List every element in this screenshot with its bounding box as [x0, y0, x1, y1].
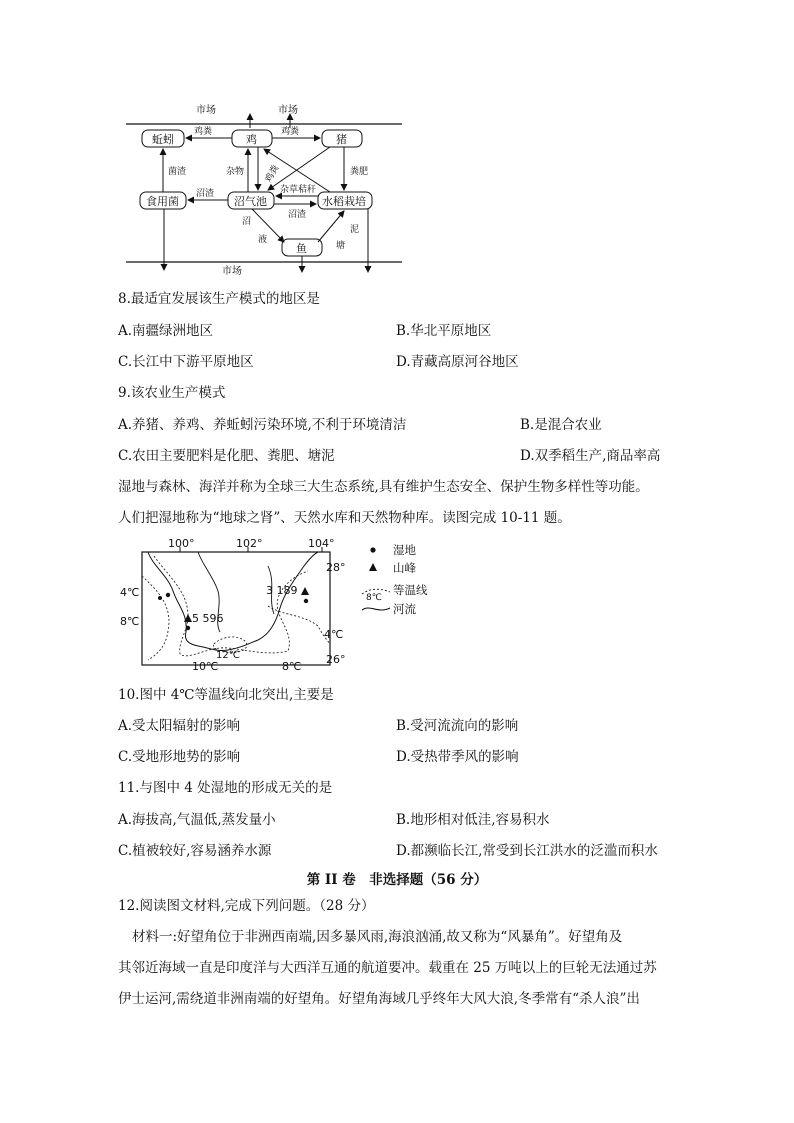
- svg-text:鸡: 鸡: [246, 133, 257, 146]
- isotherm-10: 10℃: [192, 660, 219, 673]
- market-label-bottom: 市场: [222, 266, 242, 276]
- node-chicken: [232, 130, 272, 147]
- peak-2-elevation: 3 189: [266, 584, 298, 597]
- svg-text:杂草秸秆: 杂草秸秆: [280, 185, 317, 195]
- node-rice: [318, 192, 372, 209]
- svg-text:沼气池: 沼气池: [234, 195, 267, 208]
- lat-26-label: 26°: [326, 653, 346, 666]
- svg-text:液: 液: [258, 235, 268, 245]
- svg-text:鸡粪: 鸡粪: [281, 127, 300, 137]
- node-pig: [322, 130, 362, 147]
- svg-text:鸡粪: 鸡粪: [263, 163, 282, 185]
- isotherm-8-left: 8℃: [120, 615, 140, 628]
- svg-text:沼: 沼: [242, 217, 252, 227]
- isotherm-4-right: 4℃: [324, 628, 344, 641]
- q12-stem: 12.阅读图文材料,完成下列问题。（28 分）: [118, 898, 375, 914]
- part-2-title: 第 II 卷 非选择题（56 分）: [306, 872, 488, 888]
- svg-text:食用菌: 食用菌: [146, 195, 179, 208]
- legend-wetland: 湿地: [393, 543, 416, 557]
- svg-text:蚯蚓: 蚯蚓: [152, 133, 174, 146]
- node-fish: [282, 239, 322, 256]
- q9-option-d: D.双季稻生产,商品率高: [520, 448, 661, 464]
- svg-text:鱼: 鱼: [296, 242, 307, 255]
- wetland-dot-1: [166, 593, 170, 597]
- node-earthworm: [142, 130, 184, 147]
- q11-option-a: A.海拔高,气温低,蒸发量小: [118, 812, 276, 828]
- peak-legend-icon: [369, 563, 377, 571]
- q8-option-a: A.南疆绿洲地区: [118, 323, 214, 339]
- q10-option-c: C.受地形地势的影响: [118, 749, 241, 765]
- wetland-legend-icon: [370, 547, 375, 552]
- peak-icon-2: [301, 587, 309, 595]
- q10-option-a: A.受太阳辐射的影响: [118, 718, 241, 734]
- q10-option-b: B.受河流流向的影响: [396, 718, 519, 734]
- q12-material-line-1: 材料一:好望角位于非洲西南端,因多暴风雨,海浪汹涌,故又称为“风暴角”。好望角及: [132, 929, 623, 945]
- svg-text:沼渣: 沼渣: [288, 210, 307, 220]
- svg-text:泥: 泥: [350, 225, 360, 235]
- wetland-dot-3: [304, 599, 308, 603]
- wetland-dot-4: [158, 596, 162, 600]
- legend-isotherm-sample: 8℃: [366, 593, 382, 603]
- market-label-top-1: 市场: [196, 105, 216, 116]
- svg-text:沼渣: 沼渣: [196, 189, 215, 199]
- svg-text:菌渣: 菌渣: [168, 167, 187, 177]
- svg-text:粪肥: 粪肥: [350, 167, 369, 177]
- lat-28-label: 28°: [326, 561, 346, 574]
- q8-option-c: C.长江中下游平原地区: [118, 354, 254, 370]
- q8-option-d: D.青藏高原河谷地区: [396, 354, 519, 370]
- intro-line-1: 湿地与森林、海洋并称为全球三大生态系统,具有维护生态安全、保护生物多样性等功能。: [118, 479, 649, 495]
- market-label-top-2: 市场: [278, 105, 298, 116]
- node-biogas: [228, 192, 274, 209]
- wetland-dot-2: [186, 626, 190, 630]
- q12-material-line-2: 其邻近海域一直是印度洋与大西洋互通的航道要冲。载重在 25 万吨以上的巨轮无法通过苏: [118, 960, 657, 976]
- q8-option-b: B.华北平原地区: [396, 323, 492, 339]
- q12-material-line-3: 伊士运河,需绕道非洲南端的好望角。好望角海域几乎终年大风大浪,冬季常有“杀人浪”出: [118, 991, 640, 1007]
- q11-stem: 11.与图中 4 处湿地的形成无关的是: [118, 780, 333, 796]
- svg-text:水稻栽培: 水稻栽培: [322, 195, 366, 208]
- isotherm-12: 12℃: [216, 650, 240, 661]
- lon-104-label: 104°: [308, 537, 335, 550]
- q9-stem: 9.该农业生产模式: [118, 385, 226, 401]
- lon-100-label: 100°: [168, 537, 195, 550]
- map-legend: [362, 543, 428, 616]
- q11-option-b: B.地形相对低洼,容易积水: [396, 812, 550, 828]
- q9-option-c: C.农田主要肥料是化肥、粪肥、塘泥: [118, 448, 335, 464]
- isotherm-4-left: 4℃: [120, 586, 140, 599]
- q9-option-b: B.是混合农业: [520, 417, 602, 433]
- svg-text:猪: 猪: [336, 133, 347, 146]
- q11-option-d: D.都濒临长江,常受到长江洪水的泛滥而积水: [396, 843, 658, 859]
- legend-peak: 山峰: [393, 561, 416, 575]
- svg-text:塘: 塘: [336, 241, 346, 251]
- q9-option-a: A.养猪、养鸡、养蚯蚓污染环境,不利于环境清洁: [118, 417, 407, 433]
- svg-text:鸡粪: 鸡粪: [194, 127, 213, 137]
- legend-river: 河流: [393, 602, 416, 616]
- peak-1-elevation: 5 596: [192, 612, 224, 625]
- intro-line-2: 人们把湿地称为“地球之肾”、天然水库和天然物种库。读图完成 10-11 题。: [118, 510, 571, 526]
- agriculture-flow-diagram: [118, 96, 408, 276]
- q10-option-d: D.受热带季风的影响: [396, 749, 519, 765]
- isotherm-8-bottom: 8℃: [282, 660, 302, 673]
- q10-stem: 10.图中 4℃等温线向北突出,主要是: [118, 687, 334, 703]
- legend-isotherm: 等温线: [393, 583, 428, 597]
- q11-option-c: C.植被较好,容易涵养水源: [118, 843, 272, 859]
- svg-text:杂物: 杂物: [226, 167, 245, 177]
- node-mushroom: [140, 192, 186, 209]
- river-legend-icon: [362, 608, 390, 610]
- wetland-map: [118, 536, 438, 674]
- q8-stem: 8.最适宜发展该生产模式的地区是: [118, 291, 320, 307]
- lon-102-label: 102°: [236, 537, 263, 550]
